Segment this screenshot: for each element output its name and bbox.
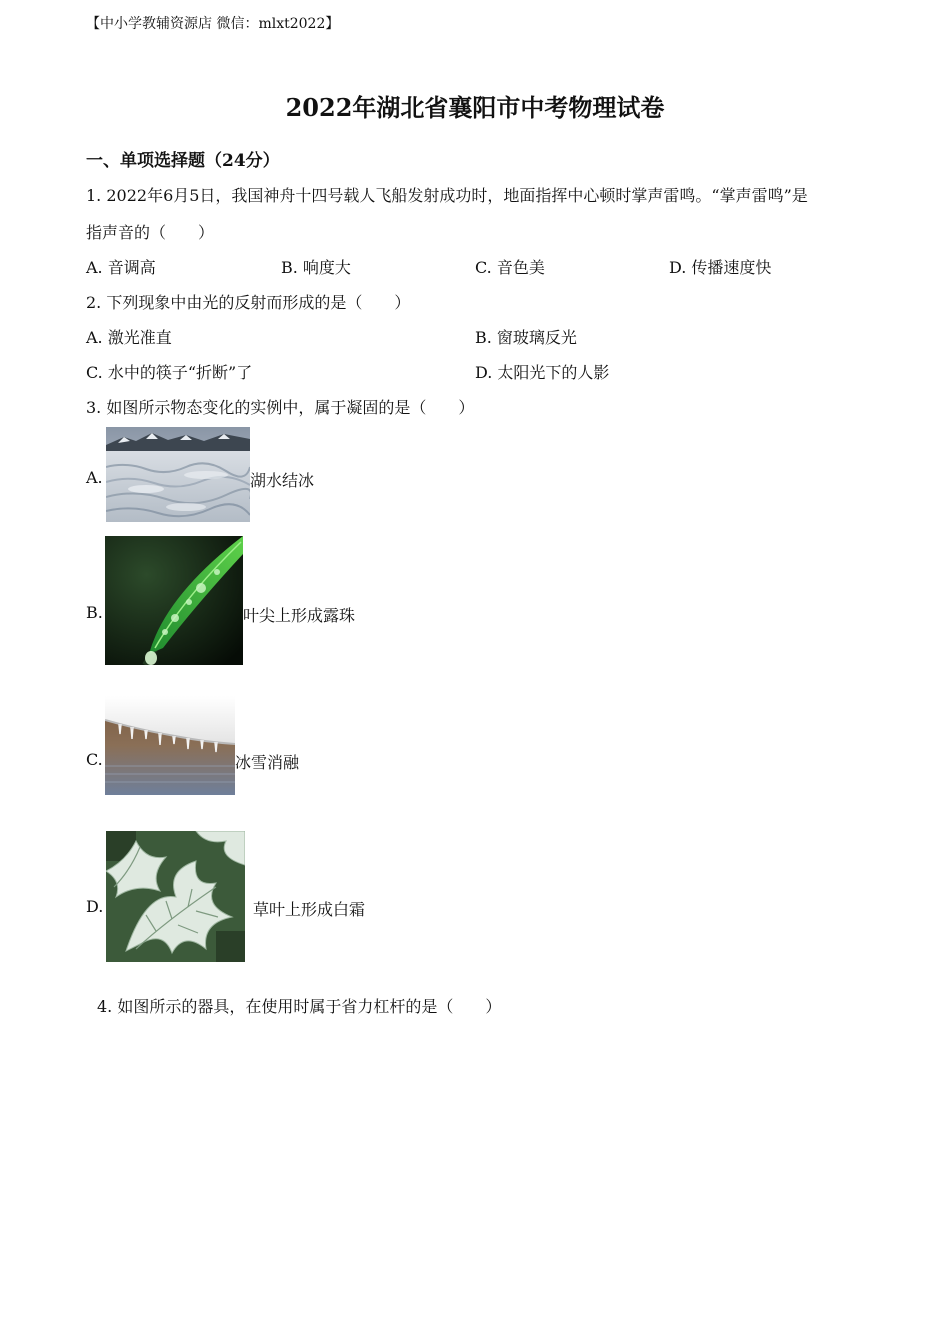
question-1-line-2: 指声音的（ ） xyxy=(86,223,215,242)
question-3-option-b-letter: B. xyxy=(86,603,103,622)
question-1-option-c: C. 音色美 xyxy=(475,258,545,277)
question-1-line-1: 1. 2022年6月5日，我国神舟十四号载人飞船发射成功时，地面指挥中心顿时掌声雷鸣。“掌声雷鸣”是 xyxy=(86,186,808,205)
question-2-text: 2. 下列现象中由光的反射而形成的是（ ） xyxy=(86,293,411,312)
page-title: 2022年湖北省襄阳市中考物理试卷 xyxy=(285,93,665,122)
frozen-lake-photo xyxy=(106,427,250,522)
dew-on-leaf-photo xyxy=(105,536,243,665)
question-2-option-a: A. 激光准直 xyxy=(86,328,172,347)
frost-on-leaf-photo xyxy=(106,831,245,962)
question-3-option-c-letter: C. xyxy=(86,750,103,769)
question-2-option-c: C. 水中的筷子“折断”了 xyxy=(86,363,253,382)
question-2-option-b: B. 窗玻璃反光 xyxy=(475,328,577,347)
question-3-option-a-caption: 湖水结冰 xyxy=(250,471,315,490)
header-note: 【中小学教辅资源店 微信：mlxt2022】 xyxy=(86,16,340,32)
question-3-option-b-caption: 叶尖上形成露珠 xyxy=(243,606,356,625)
question-1-option-b: B. 响度大 xyxy=(281,258,351,277)
question-1-option-a: A. 音调高 xyxy=(86,258,156,277)
question-1-option-d: D. 传播速度快 xyxy=(669,258,772,277)
question-3-option-d-caption: 草叶上形成白霜 xyxy=(253,900,366,919)
melting-ice-photo xyxy=(105,696,235,795)
question-3-option-a-letter: A. xyxy=(86,468,103,487)
question-3-text: 3. 如图所示物态变化的实例中，属于凝固的是（ ） xyxy=(86,398,475,417)
question-3-option-d-letter: D. xyxy=(86,897,104,916)
section-heading: 一、单项选择题（24分） xyxy=(86,151,280,171)
question-3-option-c-caption: 冰雪消融 xyxy=(235,753,300,772)
question-2-option-d: D. 太阳光下的人影 xyxy=(475,363,610,382)
question-4-text: 4. 如图所示的器具，在使用时属于省力杠杆的是（ ） xyxy=(97,997,502,1016)
